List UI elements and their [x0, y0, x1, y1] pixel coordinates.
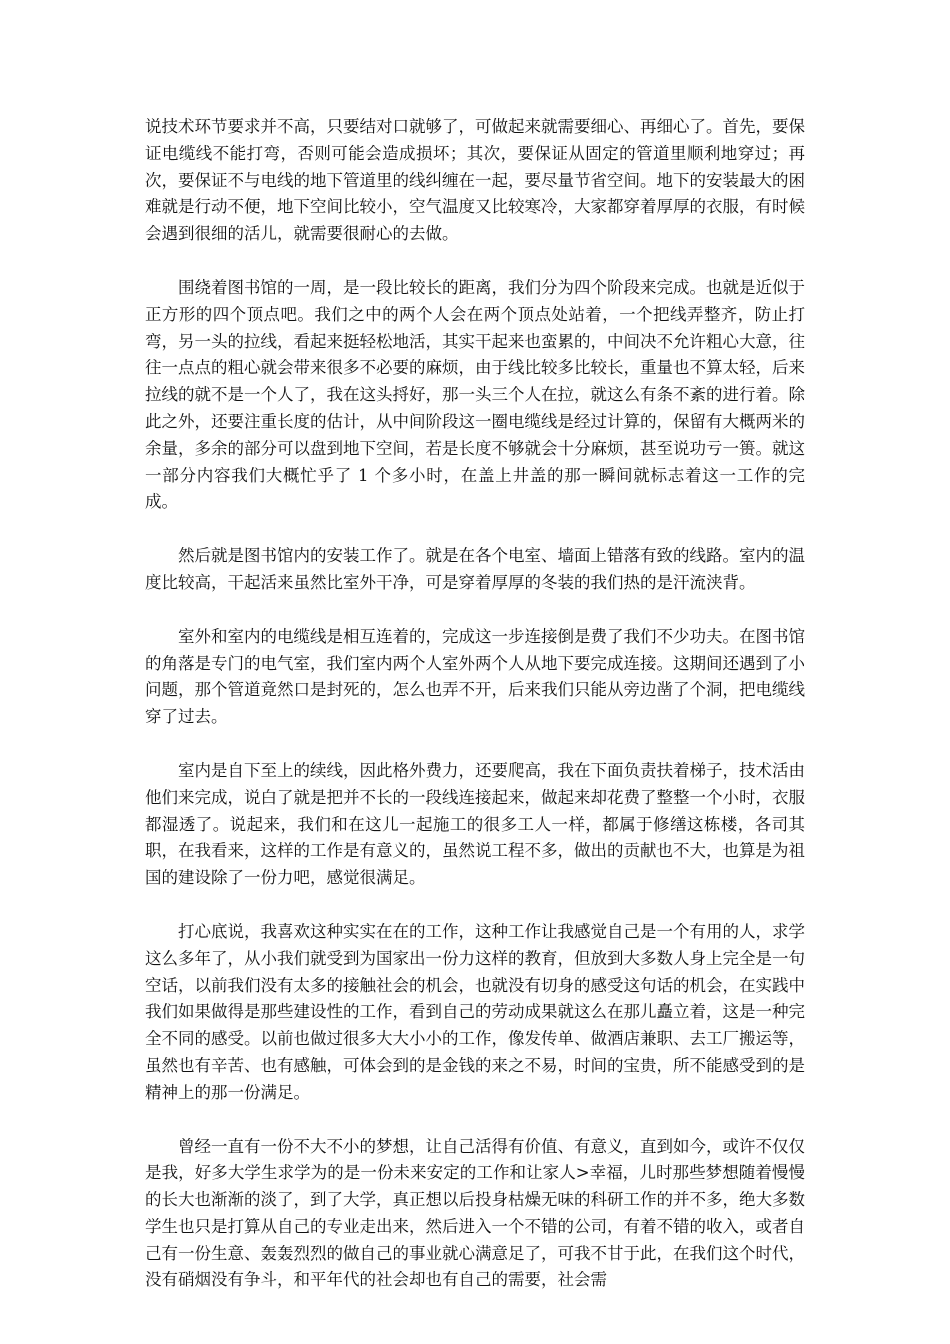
paragraph-2: 围绕着图书馆的一周，是一段比较长的距离，我们分为四个阶段来完成。也就是近似于正方形的四个顶点吧。我们之中的两个人会在两个顶点处站着，一个把线弄整齐，防止打弯，另一头的拉线，看起来挺轻松地活，其实干起来也蛮累的，中间决不允许粗心大意，往往一点点的粗心就会带来很多不必要的麻烦，由于线比较多比较长，重量也不算太轻，后来拉线的就不是一个人了，我在这头捋好，那一头三个人在拉，就这么有条不紊的进行着。除此之外，还要注重长度的估计，从中间阶段这一圈电缆线是经过计算的，保留有大概两米的余量，多余的部分可以盘到地下空间，若是长度不够就会十分麻烦，甚至说功亏一篑。就这一部分内容我们大概忙乎了 1 个多小时，在盖上井盖的那一瞬间就标志着这一工作的完成。: [145, 277, 805, 512]
paragraph-1: 说技术环节要求并不高，只要结对口就够了，可做起来就需要细心、再细心了。首先，要保证电缆线不能打弯，否则可能会造成损坏；其次，要保证从固定的管道里顺利地穿过；再次，要保证不与电线的地下管道里的线纠缠在一起，要尽量节省空间。地下的安装最大的困难就是行动不便，地下空间比较小，空气温度又比较寒冷，大家都穿着厚厚的衣服，有时候会遇到很细的活儿，就需要很耐心的去做。: [145, 117, 805, 244]
document-body: [145, 114, 805, 1294]
paragraph-7: 曾经一直有一份不大不小的梦想，让自己活得有价值、有意义，直到如今，或许不仅仅是我，好多大学生求学为的是一份未来安定的工作和让家人>幸福，儿时那些梦想随着慢慢的长大也渐渐的淡了，到了大学，真正想以后投身枯燥无味的科研工作的并不多，绝大多数学生也只是打算从自己的专业走出来，然后进入一个不错的公司，有着不错的收入，或者自己有一份生意、轰轰烈烈的做自己的事业就心满意足了，可我不甘于此，在我们这个时代，没有硝烟没有争斗，和平年代的社会却也有自己的需要，社会需: [145, 1136, 805, 1290]
paragraph-5: 室内是自下至上的续线，因此格外费力，还要爬高，我在下面负责扶着梯子，技术活由他们来完成，说白了就是把并不长的一段线连接起来，做起来却花费了整整一个小时，衣服都湿透了。说起来，我们和在这儿一起施工的很多工人一样，都属于修缮这栋楼，各司其职，在我看来，这样的工作是有意义的，虽然说工程不多，做出的贡献也不大，也算是为祖国的建设除了一份力吧，感觉很满足。: [145, 760, 805, 888]
paragraph-3: 然后就是图书馆内的安装工作了。就是在各个电室、墙面上错落有致的线路。室内的温度比较高，干起活来虽然比室外干净，可是穿着厚厚的冬装的我们热的是汗流浃背。: [145, 546, 805, 592]
paragraph-4: 室外和室内的电缆线是相互连着的，完成这一步连接倒是费了我们不少功夫。在图书馆的角落是专门的电气室，我们室内两个人室外两个人从地下要完成连接。这期间还遇到了小问题，那个管道竟然口是封死的，怎么也弄不开，后来我们只能从旁边凿了个洞，把电缆线穿了过去。: [145, 626, 805, 727]
paragraph-6: 打心底说，我喜欢这种实实在在的工作，这种工作让我感觉自己是一个有用的人，求学这么多年了，从小我们就受到为国家出一份力这样的教育，但放到大多数人身上完全是一句空话，以前我们没有太多的接触社会的机会，也就没有切身的感受这句话的机会，在实践中我们如果做得是那些建设性的工作，看到自己的劳动成果就这么在那儿矗立着，这是一种完全不同的感受。以前也做过很多大大小小的工作，像发传单、做酒店兼职、去工厂搬运等，虽然也有辛苦、也有感触，可体会到的是金钱的来之不易，时间的宝贵，所不能感受到的是精神上的那一份满足。: [145, 921, 805, 1102]
